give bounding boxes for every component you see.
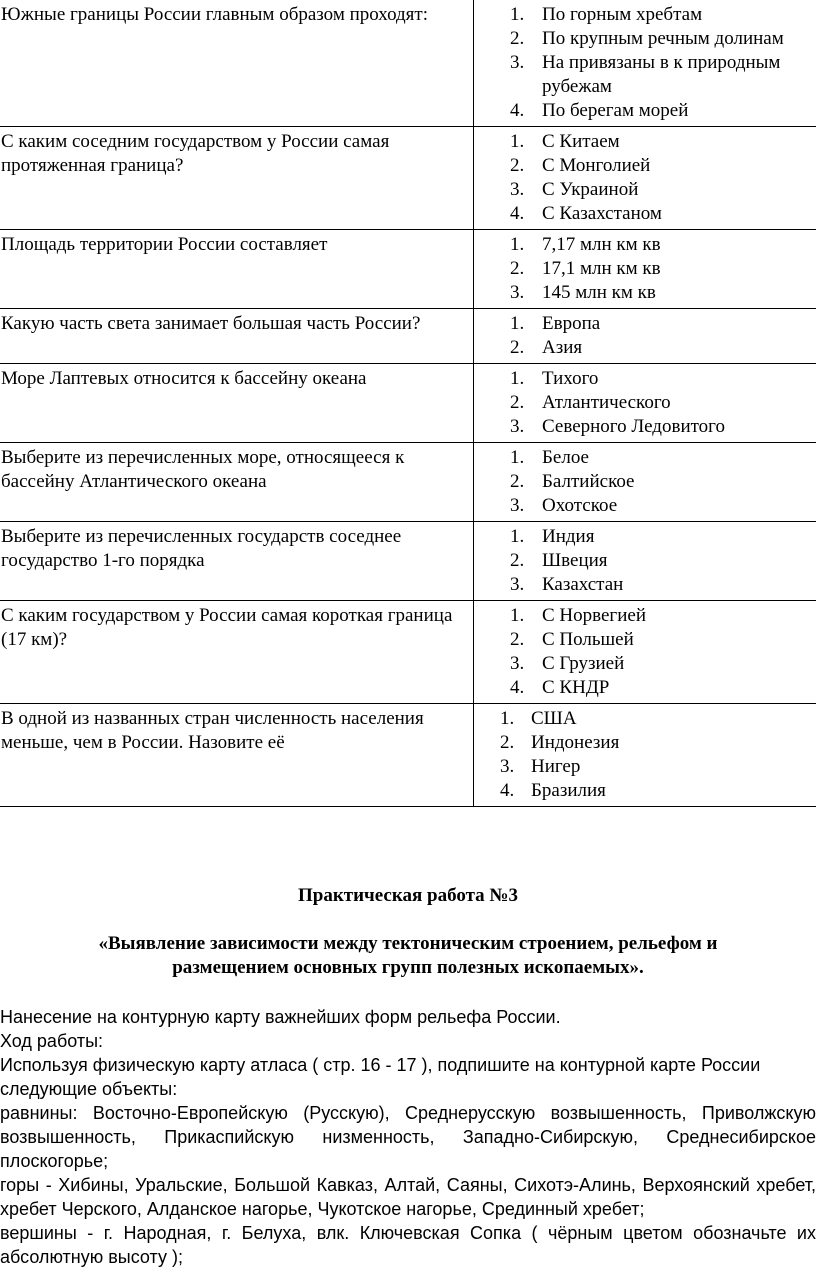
question-text: С каким соседним государством у России самая протяженная граница? xyxy=(0,127,474,230)
option-label: Казахстан xyxy=(542,574,624,595)
list-item xyxy=(474,549,816,573)
option-label: Бразилия xyxy=(531,780,606,801)
option-number: 3. xyxy=(510,495,525,516)
list-item xyxy=(474,257,816,281)
option-label: С Грузией xyxy=(542,653,625,674)
paragraph-mountains: горы - Хибины, Уральские, Большой Кавказ, Алтай, Саяны, Сихотэ-Алинь, Верхоянский хребет, хребет Черского, Алданское нагорье, Чукотское нагорье, Срединный хребет; xyxy=(0,1175,816,1219)
answer-options xyxy=(474,309,816,364)
option-number: 3. xyxy=(510,282,525,303)
option-number: 3. xyxy=(510,416,525,437)
list-item xyxy=(474,178,816,202)
options-list xyxy=(474,446,816,518)
option-label: С Украиной xyxy=(542,179,639,200)
option-number: 2. xyxy=(510,550,525,571)
list-item xyxy=(474,652,816,676)
practical-body xyxy=(0,1005,816,1269)
option-label: С Казахстаном xyxy=(542,203,662,224)
option-number: 2. xyxy=(510,28,525,49)
option-label: Азия xyxy=(542,337,583,358)
option-number: 2. xyxy=(510,337,525,358)
option-number: 2. xyxy=(510,629,525,650)
list-item xyxy=(474,525,816,549)
list-item xyxy=(474,281,816,305)
option-label: США xyxy=(531,708,577,729)
option-label: 17,1 млн км кв xyxy=(542,258,661,279)
option-label: По горным хребтам xyxy=(542,4,703,25)
list-item xyxy=(474,233,816,257)
table-row xyxy=(0,0,816,127)
option-label: Белое xyxy=(542,447,589,468)
list-item xyxy=(474,27,816,51)
option-number: 3. xyxy=(510,653,525,674)
list-item xyxy=(474,312,816,336)
option-label: Тихого xyxy=(542,368,599,389)
table-row xyxy=(0,127,816,230)
list-item xyxy=(474,446,816,470)
option-number: 3. xyxy=(510,52,525,73)
list-item xyxy=(474,415,816,439)
answer-options xyxy=(474,230,816,309)
paragraph-peaks: вершины - г. Народная, г. Белуха, влк. Ключевская Сопка ( чёрным цветом обозначьте их абсолютную высоту ); xyxy=(0,1223,816,1267)
option-label: С КНДР xyxy=(542,677,610,698)
paragraph-task: Нанесение на контурную карту важнейших форм рельефа России. xyxy=(0,1007,561,1027)
options-list xyxy=(474,604,816,700)
option-number: 2. xyxy=(510,471,525,492)
option-number: 1. xyxy=(510,526,525,547)
option-number: 2. xyxy=(510,155,525,176)
list-item xyxy=(474,573,816,597)
answer-options xyxy=(474,0,816,127)
option-label: Атлантического xyxy=(542,392,671,413)
option-label: Охотское xyxy=(542,495,618,516)
paragraph-procedure: Ход работы: xyxy=(0,1031,104,1051)
options-list xyxy=(474,525,816,597)
option-label: Европа xyxy=(542,313,601,334)
option-number: 4. xyxy=(510,100,525,121)
options-list xyxy=(474,130,816,226)
option-number: 1. xyxy=(510,234,525,255)
question-text: Выберите из перечисленных государств соседнее государство 1-го порядка xyxy=(0,522,474,601)
option-number: 4. xyxy=(510,203,525,224)
table-row xyxy=(0,522,816,601)
option-label: На привязаны в к природным рубежам xyxy=(542,52,781,97)
list-item xyxy=(474,130,816,154)
option-number: 1. xyxy=(510,313,525,334)
option-label: Индия xyxy=(542,526,595,547)
list-item xyxy=(474,99,816,123)
option-label: Балтийское xyxy=(542,471,635,492)
option-number: 1. xyxy=(500,708,515,729)
answer-options xyxy=(474,704,816,807)
practical-title: Практическая работа №3 xyxy=(297,885,519,906)
option-label: С Польшей xyxy=(542,629,634,650)
option-number: 2. xyxy=(510,392,525,413)
options-list xyxy=(474,312,816,360)
option-number: 2. xyxy=(510,258,525,279)
paragraph-plains: равнины: Восточно-Европейскую (Русскую), Среднерусскую возвышенность, Приволжскую возвышенность, Прикаспийскую низменность, Западно-Сибирскую, Среднесибирское плоскогорье; xyxy=(0,1103,816,1171)
question-text: Южные границы России главным образом проходят: xyxy=(0,0,474,127)
list-item xyxy=(474,336,816,360)
option-number: 1. xyxy=(510,368,525,389)
practical-subtitle: «Выявление зависимости между тектоническим строением, рельефом и размещением основных групп полезных ископаемых». xyxy=(98,933,718,978)
answer-options xyxy=(474,127,816,230)
list-item xyxy=(474,494,816,518)
question-text: Площадь территории России составляет xyxy=(0,230,474,309)
question-text: В одной из названных стран численность населения меньше, чем в России. Назовите её xyxy=(0,704,474,807)
list-item xyxy=(474,367,816,391)
list-item xyxy=(474,391,816,415)
table-row xyxy=(0,364,816,443)
option-number: 1. xyxy=(510,4,525,25)
list-item xyxy=(474,51,816,99)
option-number: 1. xyxy=(510,605,525,626)
options-list xyxy=(474,707,816,803)
options-list xyxy=(474,367,816,439)
answer-options xyxy=(474,522,816,601)
question-text: Выберите из перечисленных море, относящееся к бассейну Атлантического океана xyxy=(0,443,474,522)
answer-options xyxy=(474,601,816,704)
table-row xyxy=(0,601,816,704)
list-item xyxy=(474,154,816,178)
list-item xyxy=(474,604,816,628)
question-text: Море Лаптевых относится к бассейну океана xyxy=(0,364,474,443)
question-text: С каким государством у России самая короткая граница (17 км)? xyxy=(0,601,474,704)
option-number: 4. xyxy=(500,780,515,801)
list-item xyxy=(474,779,816,803)
option-number: 1. xyxy=(510,131,525,152)
option-number: 4. xyxy=(510,677,525,698)
paragraph-instructions: Используя физическую карту атласа ( стр. 16 - 17 ), подпишите на контурной карте России следующие объекты: xyxy=(0,1055,761,1099)
option-label: С Монголией xyxy=(542,155,651,176)
list-item xyxy=(474,3,816,27)
list-item xyxy=(474,470,816,494)
answer-options xyxy=(474,443,816,522)
list-item xyxy=(474,676,816,700)
table-row xyxy=(0,309,816,364)
option-label: По берегам морей xyxy=(542,100,689,121)
table-row xyxy=(0,443,816,522)
option-label: 145 млн км кв xyxy=(542,282,656,303)
list-item xyxy=(474,707,816,731)
options-list xyxy=(474,233,816,305)
option-label: По крупным речным долинам xyxy=(542,28,784,49)
option-label: С Норвегией xyxy=(542,605,646,626)
answer-options xyxy=(474,364,816,443)
option-label: Нигер xyxy=(531,756,581,777)
list-item xyxy=(474,755,816,779)
option-number: 3. xyxy=(510,179,525,200)
table-row xyxy=(0,704,816,807)
option-label: С Китаем xyxy=(542,131,620,152)
question-text: Какую часть света занимает большая часть России? xyxy=(0,309,474,364)
option-number: 3. xyxy=(510,574,525,595)
list-item xyxy=(474,731,816,755)
option-number: 1. xyxy=(510,447,525,468)
option-label: Швеция xyxy=(542,550,608,571)
list-item xyxy=(474,628,816,652)
option-number: 3. xyxy=(500,756,515,777)
option-label: Северного Ледовитого xyxy=(542,416,725,437)
options-list xyxy=(474,3,816,123)
list-item xyxy=(474,202,816,226)
table-row xyxy=(0,230,816,309)
option-label: Индонезия xyxy=(531,732,620,753)
option-number: 2. xyxy=(500,732,515,753)
option-label: 7,17 млн км кв xyxy=(542,234,661,255)
